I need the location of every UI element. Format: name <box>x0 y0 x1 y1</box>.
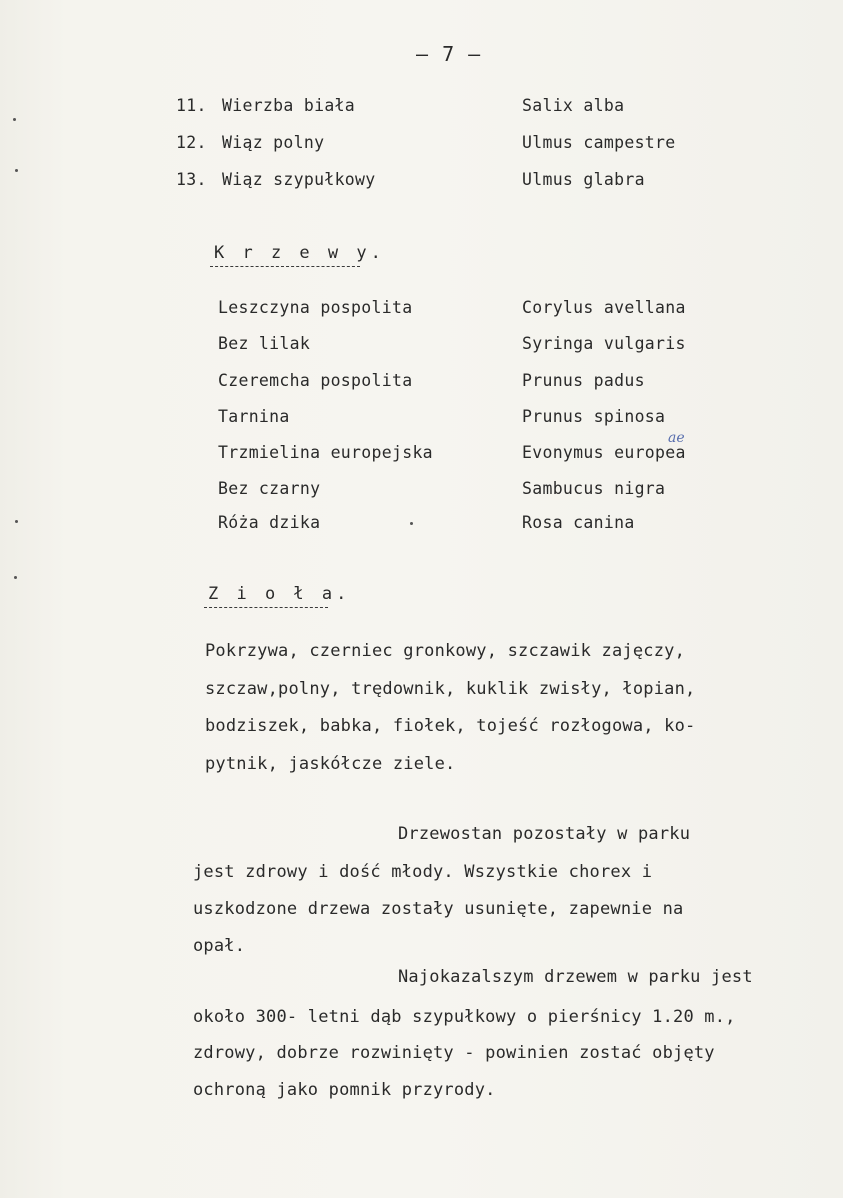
page-number: — 7 — <box>416 42 482 66</box>
tree-polish-name: Wierzba biała <box>222 96 356 115</box>
shrub-latin-name: Corylus avellana <box>522 298 686 317</box>
paragraph-line: zdrowy, dobrze rozwinięty - powinien zostać objęty <box>193 1043 715 1063</box>
paragraph-line: opał. <box>193 936 246 956</box>
shrubs-heading-underline <box>210 266 360 267</box>
herbs-line: Pokrzywa, czerniec gronkowy, szczawik zajęczy, <box>205 641 686 661</box>
herbs-line: szczaw,polny, trędownik, kuklik zwisły, łopian, <box>205 679 696 699</box>
shrub-latin-name: Sambucus nigra <box>522 479 666 498</box>
paragraph-line: Najokazalszym drzewem w parku jest <box>398 967 753 987</box>
paragraph-line: Drzewostan pozostały w parku <box>398 824 691 844</box>
herbs-line: pytnik, jaskółcze ziele. <box>205 754 456 774</box>
shrub-latin-name: Evonymus europea <box>522 443 686 462</box>
paragraph-line: uszkodzone drzewa zostały usunięte, zapewnie na <box>193 899 684 919</box>
paragraph-line: jest zdrowy i dość młody. Wszystkie chorex i <box>193 862 653 882</box>
tree-number: 13. <box>176 170 207 189</box>
shrub-polish-name: Leszczyna pospolita <box>218 298 413 317</box>
tree-number: 12. <box>176 133 207 152</box>
margin-mark <box>14 576 17 579</box>
shrub-latin-name: Prunus spinosa <box>522 407 666 426</box>
shrub-polish-name: Tarnina <box>218 407 290 426</box>
paragraph-line: około 300- letni dąb szypułkowy o pierśnicy 1.20 m., <box>193 1007 736 1027</box>
margin-mark <box>15 169 18 172</box>
shrub-polish-name: Trzmielina europejska <box>218 443 433 462</box>
herbs-line: bodziszek, babka, fiołek, tojeść rozłogowa, ko- <box>205 716 696 736</box>
herbs-heading: Z i o ł a. <box>208 584 351 604</box>
shrub-latin-name: Syringa vulgaris <box>522 334 686 353</box>
herbs-heading-underline <box>204 607 328 608</box>
shrub-latin-name: Prunus padus <box>522 371 645 390</box>
tree-latin-name: Ulmus campestre <box>522 133 676 152</box>
margin-mark <box>410 522 413 525</box>
shrub-polish-name: Czeremcha pospolita <box>218 371 413 390</box>
tree-latin-name: Salix alba <box>522 96 625 115</box>
margin-mark <box>15 520 18 523</box>
shrub-polish-name: Bez lilak <box>218 334 311 353</box>
tree-latin-name: Ulmus glabra <box>522 170 645 189</box>
tree-number: 11. <box>176 96 207 115</box>
tree-polish-name: Wiąz szypułkowy <box>222 170 376 189</box>
shrub-polish-name: Bez czarny <box>218 479 321 498</box>
paragraph-line: ochroną jako pomnik przyrody. <box>193 1080 496 1100</box>
handwritten-correction: ae <box>668 430 685 446</box>
shrub-latin-name: Rosa canina <box>522 513 635 532</box>
tree-polish-name: Wiąz polny <box>222 133 325 152</box>
shrubs-heading: K r z e w y. <box>214 243 385 263</box>
margin-mark <box>13 118 16 121</box>
shrub-polish-name: Róża dzika <box>218 513 321 532</box>
